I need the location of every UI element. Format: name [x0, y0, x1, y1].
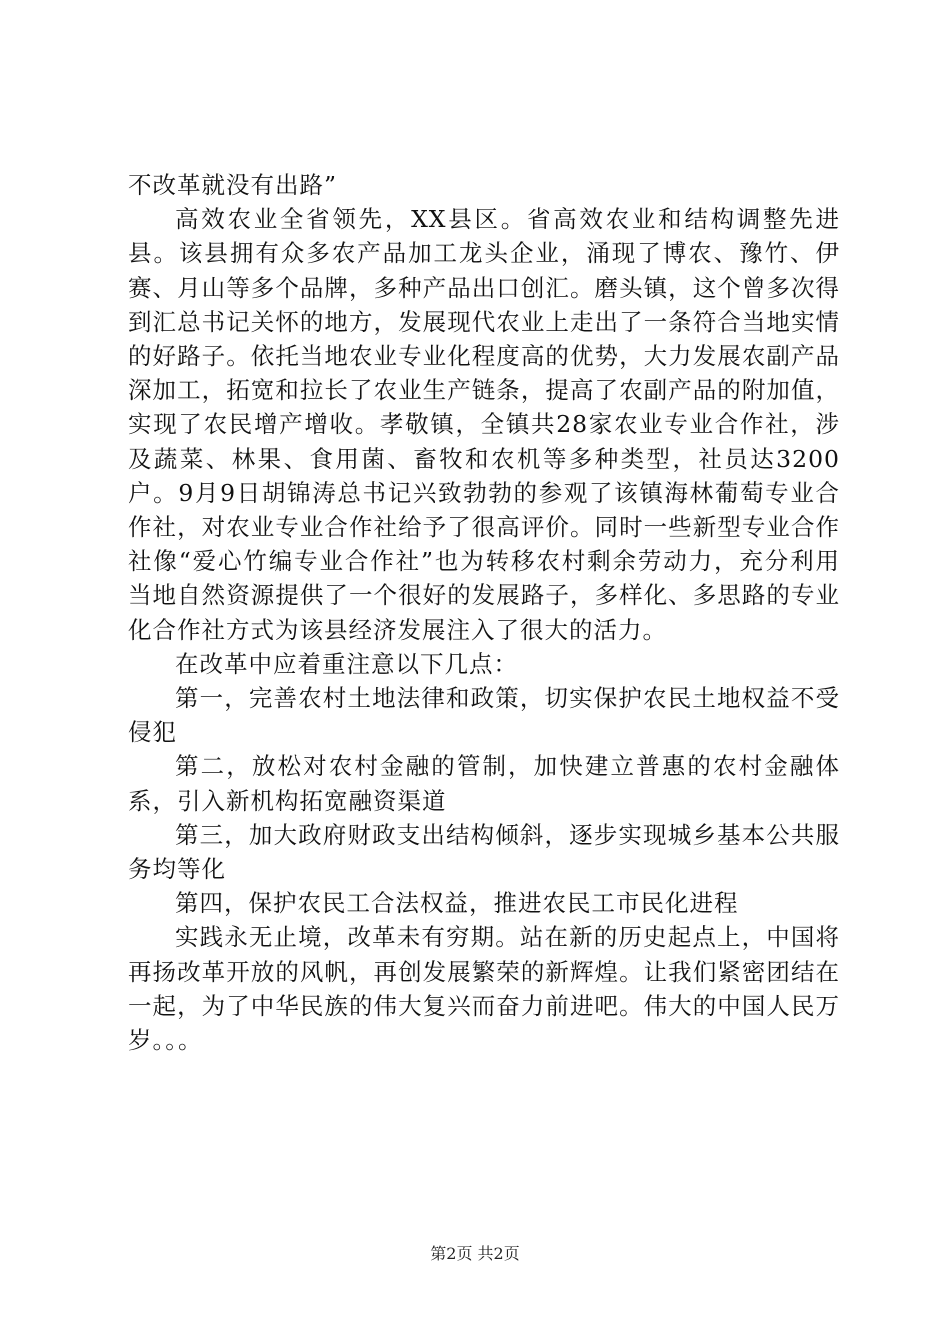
paragraph-point-three: 第三，加大政府财政支出结构倾斜，逐步实现城乡基本公共服务均等化 [128, 820, 840, 884]
paragraph-conclusion: 实践永无止境，改革未有穷期。站在新的历史起点上，中国将再扬改革开放的风帆，再创发展繁荣的新辉煌。让我们紧密团结在一起，为了中华民族的伟大复兴而奋力前进吧。伟大的中国人民万岁。。。 [128, 923, 840, 1055]
paragraph-continuation: 不改革就没有出路” [128, 171, 338, 199]
page-number-footer: 第2页 共2页 [430, 1244, 520, 1263]
paragraph-point-two: 第二，放松对农村金融的管制，加快建立普惠的农村金融体系，引入新机构拓宽融资渠道 [128, 752, 840, 815]
paragraph-efficient-agriculture: 高效农业全省领先，XX县区。省高效农业和结构调整先进县。该县拥有众多农产品加工龙头企业，涌现了博农、豫竹、伊赛、月山等多个品牌，多种产品出口创汇。磨头镇，这个曾多次得到汇总书记关怀的地方，发展现代农业上走出了一条符合当地实情的好路子。依托当地农业专业化程度高的优势，大力发展农副产品深加工，拓宽和拉长了农业生产链条，提高了农副产品的附加值，实现了农民增产增收。孝敬镇，全镇共28家农业专业合作社，涉及蔬菜、林果、食用菌、畜牧和农机等多种类型，社员达3200户。9月9日胡锦涛总书记兴致勃勃的参观了该镇海林葡萄专业合作社，对农业专业合作社给予了很高评价。同时一些新型专业合作社像“爱心竹编专业合作社”也为转移农村剩余劳动力，充分利用当地自然资源提供了一个很好的发展路子，多样化、多思路的专业化合作社方式为该县经济发展注入了很大的活力。 [128, 205, 840, 644]
document-body [128, 168, 840, 1057]
paragraph-point-one: 第一，完善农村土地法律和政策，切实保护农民土地权益不受侵犯 [128, 684, 840, 747]
paragraph-reform-points-intro: 在改革中应着重注意以下几点： [175, 649, 518, 678]
paragraph-point-four: 第四，保护农民工合法权益，推进农民工市民化进程 [175, 889, 739, 918]
